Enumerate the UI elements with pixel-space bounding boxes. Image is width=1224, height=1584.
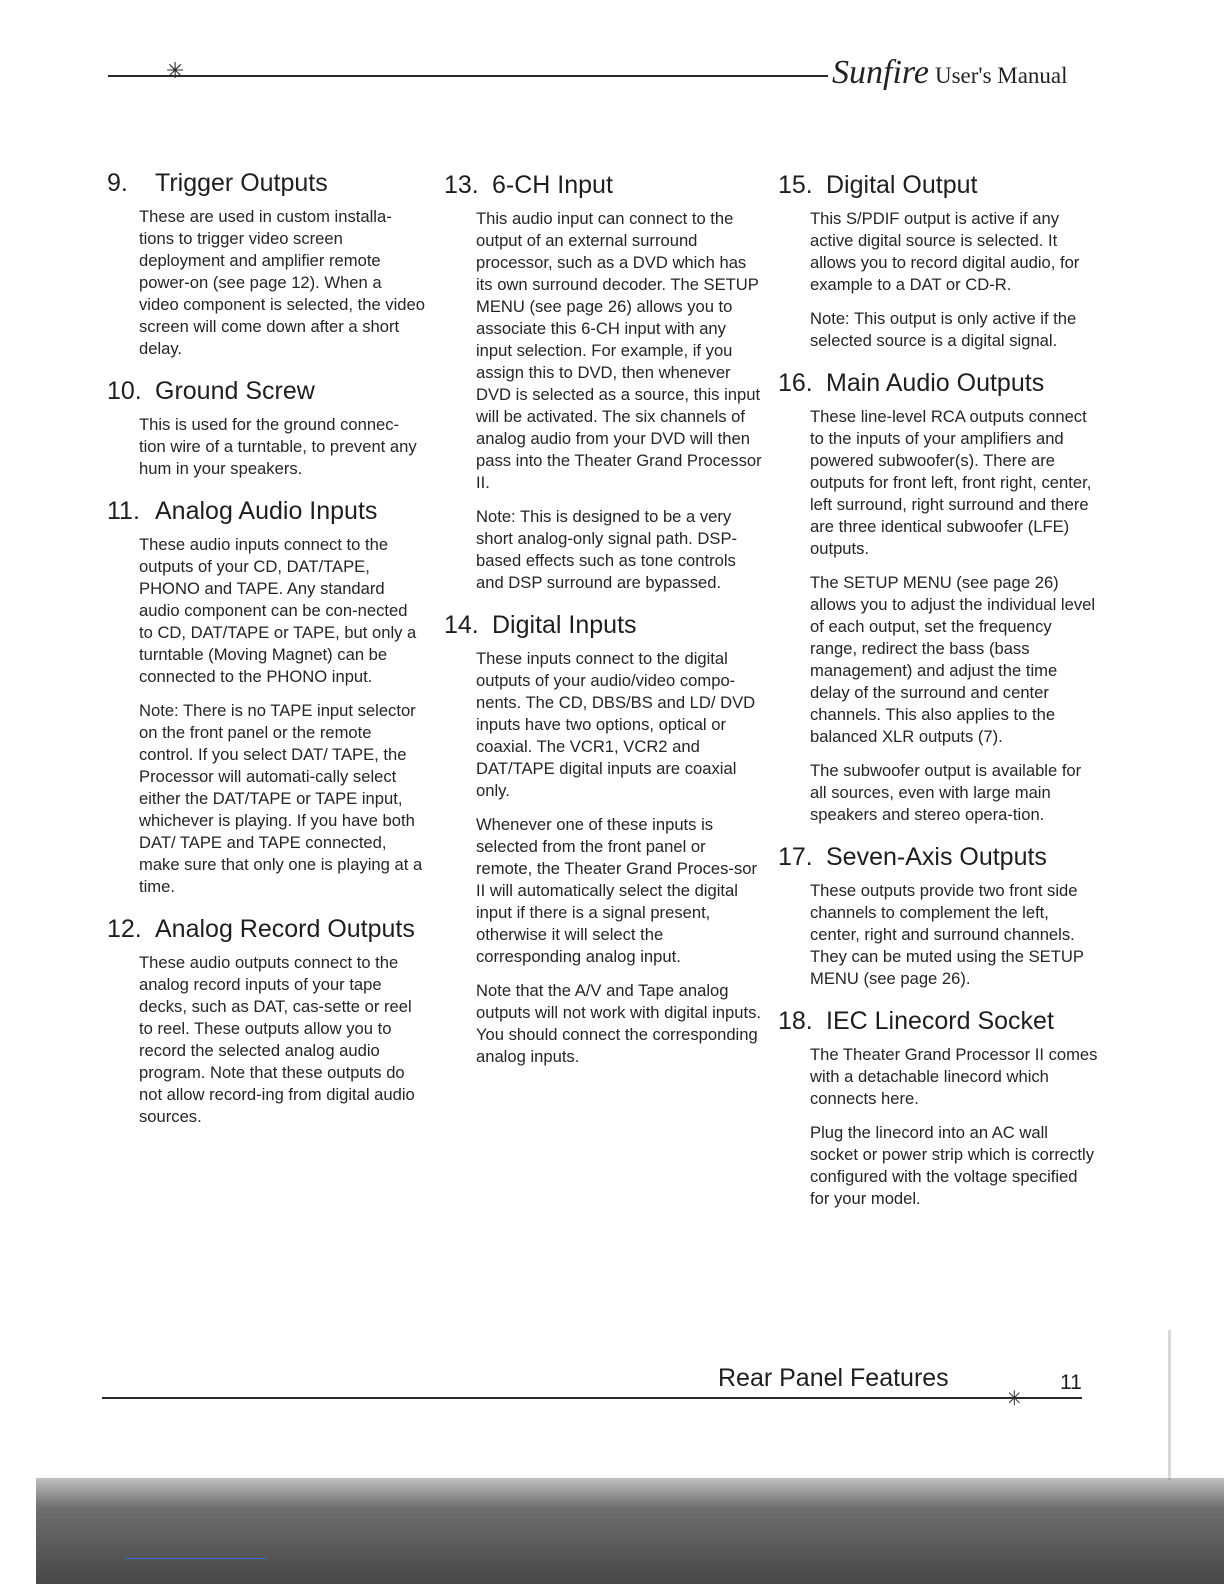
- section-title: Analog Record Outputs: [155, 915, 415, 943]
- section-title: Ground Screw: [155, 377, 315, 405]
- footer-section-label: Rear Panel Features: [718, 1364, 949, 1392]
- column-2: [444, 170, 764, 1084]
- section-paragraph: Note that the A/V and Tape analog outputs will not work with digital inputs. You should connect the corresponding analog inputs.: [476, 981, 761, 1066]
- section-paragraph: These audio outputs connect to the analog record inputs of your tape decks, such as DAT, cas-sette or reel to reel. These outputs allow you to record the selected analog audio program. Note that these outputs do not allow record-ing from digital audio sources.: [139, 953, 415, 1126]
- section-title: Digital Output: [826, 171, 978, 199]
- section-number: 18.: [778, 1007, 813, 1035]
- section: [107, 168, 425, 360]
- brand-name: Sunfire: [832, 54, 929, 91]
- section: [107, 376, 425, 480]
- footer-ornament: ✳: [1006, 1388, 1023, 1410]
- section-number: 14.: [444, 611, 479, 639]
- column-3: [778, 170, 1098, 1226]
- section-paragraph: Note: This is designed to be a very short analog-only signal path. DSP-based effects such as tone controls and DSP surround are bypassed.: [476, 507, 738, 592]
- section: [778, 1006, 1098, 1210]
- section-heading: [778, 1006, 1098, 1036]
- section-paragraph: Plug the linecord into an AC wall socket or power strip which is correctly configured with the voltage specified for your model.: [810, 1123, 1095, 1208]
- section-paragraph: This is used for the ground connec-tion wire of a turntable, to prevent any hum in your speakers.: [139, 415, 417, 478]
- section: [778, 368, 1098, 826]
- section-paragraph: The Theater Grand Processor II comes with a detachable linecord which connects here.: [810, 1045, 1098, 1108]
- section-heading: [778, 170, 1098, 200]
- scan-line: [126, 1558, 266, 1559]
- section-heading: [778, 368, 1098, 398]
- section-paragraph: Whenever one of these inputs is selected from the front panel or remote, the Theater Grand Proces-sor II will automatically select the digital input if there is a signal present, otherwise it will select the corresponding analog input.: [476, 815, 757, 966]
- section-heading: [107, 496, 425, 526]
- section-number: 11.: [107, 497, 140, 525]
- section-title: Trigger Outputs: [155, 169, 328, 197]
- section-number: 15.: [778, 171, 813, 199]
- section-paragraph: This audio input can connect to the output of an external surround processor, such as a DVD which has its own surround decoder. The SETUP MENU (see page 26) allows you to associate this 6-CH input with any input selection. For example, if you assign this to DVD, then whenever DVD is selected as a source, this input will be activated. The six channels of analog audio from your DVD will then pass into the Theater Grand Processor II.: [476, 209, 762, 492]
- section-paragraph: These are used in custom installa-tions to trigger video screen deployment and amplifier remote power-on (see page 12). When a video component is selected, the video screen will come down after a short delay.: [139, 207, 425, 358]
- section-paragraph: The subwoofer output is available for all sources, even with large main speakers and stereo opera-tion.: [810, 761, 1082, 824]
- section: [107, 914, 425, 1128]
- section-title: 6-CH Input: [492, 171, 613, 199]
- section-heading: [778, 842, 1098, 872]
- manual-title: User's Manual: [935, 63, 1068, 88]
- section-title: IEC Linecord Socket: [826, 1007, 1054, 1035]
- section-heading: [444, 610, 764, 640]
- section-paragraph: The SETUP MENU (see page 26) allows you to adjust the individual level of each output, set the frequency range, redirect the bass (bass management) and adjust the time delay of the surround and center channels. This also applies to the balanced XLR outputs (7).: [810, 573, 1096, 746]
- section: [444, 170, 764, 594]
- header-rule: [108, 75, 828, 77]
- section-number: 10.: [107, 377, 142, 405]
- section-number: 12.: [107, 915, 142, 943]
- section-paragraph: These outputs provide two front side channels to complement the left, center, right and surround channels. They can be muted using the SETUP MENU (see page 26).: [810, 881, 1084, 988]
- section-title: Seven-Axis Outputs: [826, 843, 1047, 871]
- section: [778, 842, 1098, 990]
- section-paragraph: These line-level RCA outputs connect to the inputs of your amplifiers and powered subwoofer(s). There are outputs for front left, front right, center, left surround, right surround and there are three identical subwoofer (LFE) outputs.: [810, 407, 1092, 558]
- scan-shadow: [36, 1478, 1224, 1584]
- column-1: [107, 168, 425, 1144]
- section-paragraph: Note: This output is only active if the selected source is a digital signal.: [810, 309, 1077, 350]
- section-heading: [107, 168, 425, 198]
- section: [107, 496, 425, 898]
- section-title: Digital Inputs: [492, 611, 637, 639]
- section-paragraph: Note: There is no TAPE input selector on the front panel or the remote control. If you select DAT/ TAPE, the Processor will automati-cally select either the DAT/TAPE or TAPE input, whichever is playing. If you have both DAT/ TAPE and TAPE connected, make sure that only one is playing at a time.: [139, 701, 423, 896]
- section-heading: [107, 376, 425, 406]
- header-ornament: ✳: [166, 58, 185, 83]
- section-paragraph: This S/PDIF output is active if any active digital source is selected. It allows you to record digital audio, for example to a DAT or CD-R.: [810, 209, 1080, 294]
- section-paragraph: These audio inputs connect to the outputs of your CD, DAT/TAPE, PHONO and TAPE. Any standard audio component can be con-nected to CD, DAT/TAPE or TAPE, but only a turntable (Moving Magnet) can be connected to the PHONO input.: [139, 535, 417, 686]
- section-paragraph: These inputs connect to the digital outputs of your audio/video compo-nents. The CD, DBS/BS and LD/ DVD inputs have two options, optical or coaxial. The VCR1, VCR2 and DAT/TAPE digital inputs are coaxial only.: [476, 649, 756, 800]
- section-title: Main Audio Outputs: [826, 369, 1045, 397]
- scan-edge: [1168, 1330, 1171, 1480]
- section-title: Analog Audio Inputs: [155, 497, 378, 525]
- section-heading: [444, 170, 764, 200]
- section-number: 13.: [444, 171, 479, 199]
- section-number: 9.: [107, 169, 128, 197]
- section-number: 16.: [778, 369, 813, 397]
- footer-rule: [102, 1397, 1082, 1399]
- section: [778, 170, 1098, 352]
- page-number: 11: [1060, 1371, 1082, 1394]
- section: [444, 610, 764, 1068]
- section-number: 17.: [778, 843, 813, 871]
- section-heading: [107, 914, 425, 944]
